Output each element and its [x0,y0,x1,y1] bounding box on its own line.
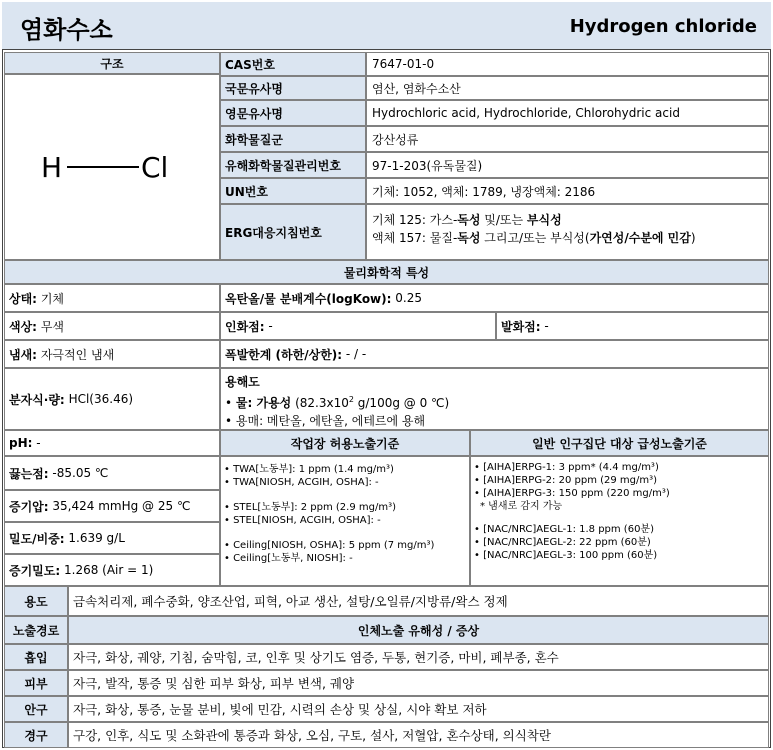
public-item: * 냄새로 감지 가능 [480,501,563,512]
effect-header: 인체노출 유해성 / 증상 [68,616,769,644]
solubility-cell [220,368,769,430]
autoign-label: 발화점: [501,319,541,334]
mw-label: 분자식·량: [9,392,65,407]
solubility-label: 용해도 [225,375,260,389]
ident-value: 7647-01-0 [366,52,769,76]
ident-value: 97-1-203(유독물질) [366,152,769,178]
density-label: 밀도/비중: [9,531,65,546]
erg-line-2: 액체 157: 물질-독성 그리고/또는 부식성(가연성/수분에 민감) [372,231,696,245]
use-label: 용도 [4,586,68,616]
explosive-label: 폭발한계 (하한/상한): [225,347,343,362]
ident-label: UN번호 [220,178,366,204]
structure-diagram [4,74,220,260]
vd-value: 1.268 (Air = 1) [64,563,154,577]
public-item: • [AIHA]ERPG-3: 150 ppm (220 mg/m³) [474,488,670,499]
density-value: 1.639 g/L [68,531,125,545]
title-english: Hydrogen chloride [569,16,757,37]
public-item: • [NAC/NRC]AEGL-3: 100 ppm (60분) [474,550,658,561]
public-header: 일반 인구집단 대상 급성노출기준 [470,430,769,456]
vp-label: 증기압: [9,499,49,514]
h-cl-structure-icon [37,147,187,187]
ignition-value: - [268,319,273,333]
ident-label: CAS번호 [220,52,366,76]
explosive-value: - / - [345,347,367,361]
workplace-item: • STEL[노동부]: 2 ppm (2.9 mg/m³) [224,502,397,513]
bp-value: -85.05 ℃ [52,466,109,480]
ident-label: 유해화학물질관리번호 [220,152,366,178]
workplace-item: • Ceiling[노동부, NIOSH]: - [224,553,353,564]
bp-cell [4,456,220,490]
route-cell: 피부 [4,670,68,696]
effect-cell: 자극, 화상, 통증, 눈물 분비, 빛에 민감, 시력의 손상 및 상실, 시야 확보 저하 [68,696,769,722]
ignition-cell [220,312,496,340]
effect-cell: 구강, 인후, 식도 및 소화관에 통증과 화상, 오심, 구토, 설사, 저혈압, 혼수상태, 의식착란 [68,722,769,748]
solubility-water: • 물: 가용성 ($82.3x10^2$ g/100g @ 0 ℃) [225,395,450,410]
color-cell [4,312,220,340]
erg-line-1: 기체 125: 가스-독성 및/또는 부식성 [372,213,562,227]
vp-cell [4,490,220,522]
route-cell: 경구 [4,722,68,748]
workplace-item: • TWA[노동부]: 1 ppm (1.4 mg/m³) [224,464,394,475]
workplace-item: • TWA[NIOSH, ACGIH, OSHA]: - [224,477,379,488]
autoign-cell [496,312,769,340]
ph-cell [4,430,220,456]
public-item: • [AIHA]ERPG-1: 3 ppm* (4.4 mg/m³) [474,462,659,473]
title-korean: 염화수소 [20,16,113,44]
ident-label: 국문유사명 [220,76,366,100]
ident-value: 강산성류 [366,126,769,152]
kow-cell [220,284,769,312]
public-item: • [AIHA]ERPG-2: 20 ppm (29 mg/m³) [474,475,658,486]
odor-cell [4,340,220,368]
color-value: 무색 [40,319,64,334]
bp-label: 끓는점: [9,466,49,481]
explosive-cell [220,340,769,368]
density-cell [4,522,220,554]
ident-value: Hydrochloric acid, Hydrochloride, Chlorohydric acid [366,100,769,126]
vd-label: 증기밀도: [9,563,61,578]
mw-cell [4,368,220,430]
mw-value: HCl(36.46) [68,392,134,406]
svg-text:Cl: Cl [141,151,169,184]
color-label: 색상: [9,319,37,334]
route-header: 노출경로 [4,616,68,644]
vp-value: 35,424 mmHg @ 25 ℃ [52,499,191,513]
vd-cell [4,554,220,586]
title-bar [2,2,771,50]
state-value: 기체 [40,291,64,306]
public-list [470,456,769,586]
workplace-item: • STEL[NIOSH, ACGIH, OSHA]: - [224,515,381,526]
svg-text:H: H [41,151,63,184]
workplace-header: 작업장 허용노출기준 [220,430,470,456]
ident-label: 영문유사명 [220,100,366,126]
route-cell: 흡입 [4,644,68,670]
ph-value: - [36,436,41,450]
kow-label: 옥탄올/물 분배계수(logKow): [225,291,392,306]
autoign-value: - [544,319,549,333]
workplace-list [220,456,470,586]
odor-value: 자극적인 냄새 [40,347,115,362]
erg-value [366,204,769,260]
public-item: • [NAC/NRC]AEGL-2: 22 ppm (60분) [474,537,651,548]
ident-label: 화학물질군 [220,126,366,152]
public-item: • [NAC/NRC]AEGL-1: 1.8 ppm (60분) [474,524,654,535]
ignition-label: 인화점: [225,319,265,334]
state-label: 상태: [9,291,37,306]
workplace-item: • Ceiling[NIOSH, OSHA]: 5 ppm (7 mg/m³) [224,540,435,551]
ph-label: pH: [9,436,33,450]
effect-cell: 자극, 화상, 궤양, 기침, 숨막힘, 코, 인후 및 상기도 염증, 두통, 현기증, 마비, 폐부종, 혼수 [68,644,769,670]
solubility-solvent: • 용매: 메탄올, 에탄올, 에테르에 용해 [225,414,426,428]
odor-label: 냄새: [9,347,37,362]
structure-header: 구조 [4,52,220,74]
phys-header: 물리화학적 특성 [4,260,769,284]
kow-value: 0.25 [395,291,422,305]
use-value: 금속처리제, 폐수중화, 양조산업, 피혁, 아교 생산, 설탕/오일류/지방류/왁스 정제 [68,586,769,616]
effect-cell: 자극, 발작, 통증 및 심한 피부 화상, 피부 변색, 궤양 [68,670,769,696]
ident-value: 염산, 염화수소산 [366,76,769,100]
ident-value: 기체: 1052, 액체: 1789, 냉장액체: 2186 [366,178,769,204]
erg-label: ERG대응지침번호 [220,204,366,260]
route-cell: 안구 [4,696,68,722]
state-cell [4,284,220,312]
